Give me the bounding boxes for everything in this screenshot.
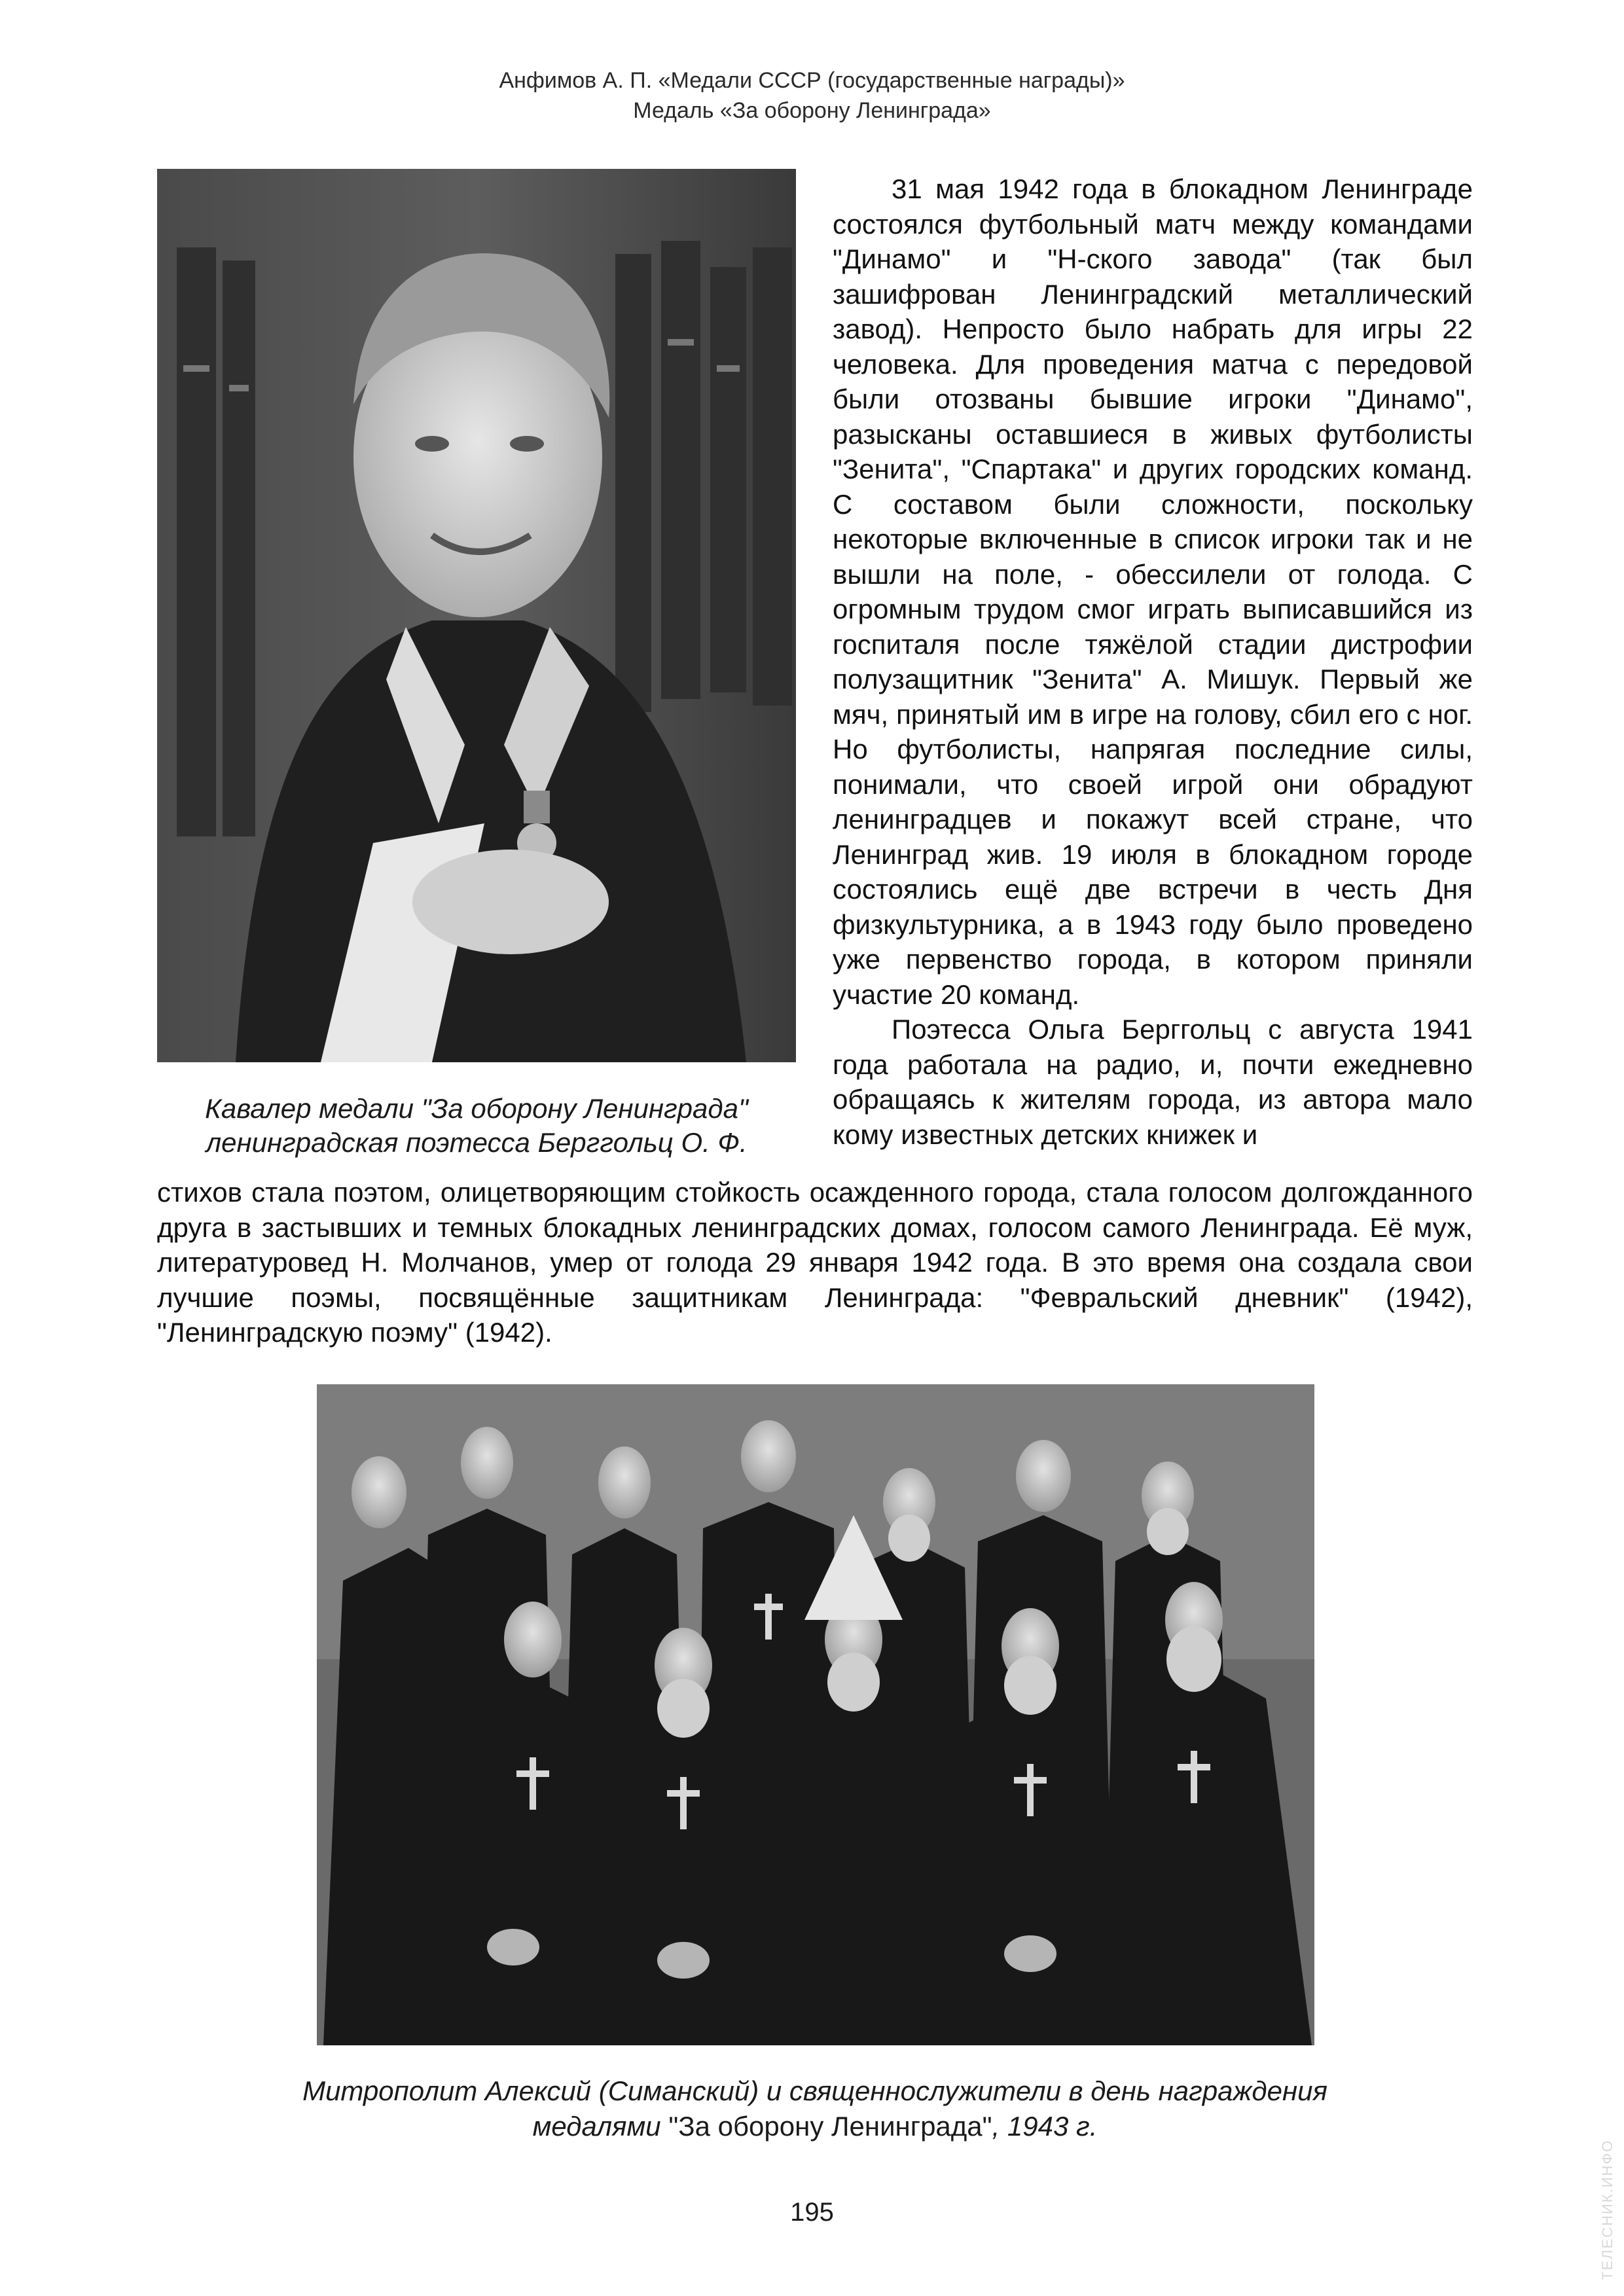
group-photo xyxy=(317,1384,1314,2045)
watermark xyxy=(1597,2139,1616,2283)
group-photo-caption xyxy=(157,2073,1473,2144)
portrait-caption xyxy=(157,1092,796,1160)
header-line-2: Медаль «За оборону Ленинграда» xyxy=(633,98,991,123)
page-number: 195 xyxy=(790,2198,834,2227)
portrait-caption-line-1: Кавалер медали "За оборону Ленинграда" xyxy=(205,1093,748,1124)
portrait-photo-image xyxy=(157,169,796,1062)
portrait-photo xyxy=(157,169,796,1062)
header-line-1: Анфимов А. П. «Медали СССР (государственные награды)» xyxy=(499,68,1125,93)
page-header xyxy=(0,65,1624,126)
group-caption-part-c: , 1943 г. xyxy=(992,2111,1098,2142)
group-photo-image xyxy=(317,1384,1314,2045)
right-column-text xyxy=(833,171,1473,1152)
group-caption-medal-name: "За оборону Ленинграда" xyxy=(668,2111,992,2142)
group-caption-part-a: медалями xyxy=(532,2111,669,2142)
group-caption-line-2 xyxy=(157,2109,1473,2144)
watermark-text: ТЕЛЕСНИК.ИНФО xyxy=(1599,2139,1615,2280)
portrait-caption-line-2: ленинградская поэтесса Берггольц О. Ф. xyxy=(206,1127,748,1158)
paragraph-berggolts-continued: стихов стала поэтом, олицетворяющим стойкость осажденного города, стала голосом долгожданного друга в застывших и темных блокадных ленинградских домах, голосом самого Ленинграда. Её муж, литературовед Н. Молчанов, умер от голода 29 января 1942 года. В это время она создала свои лучшие поэмы, посвящённые защитникам Ленинграда: "Февральский дневник" (1942), "Ленинградскую поэму" (1942). xyxy=(157,1177,1473,1348)
paragraph-football-match: 31 мая 1942 года в блокадном Ленинграде состоялся футбольный матч между командами "Динамо" и "Н-ского завода" (так был зашифрован Ленинградский металлический завод). Непросто было набрать для игры 22 человека. Для проведения матча с передовой были отозваны бывшие игроки "Динамо", разысканы оставшиеся в живых футболисты "Зенита", "Спартака" и других городских команд. С составом были сложности, поскольку некоторые включенные в список игроки так и не вышли на поле, - обессилели от голода. С огромным трудом смог играть выписавшийся из госпиталя после тяжёлой стадии дистрофии полузащитник "Зенита" А. Мишук. Первый же мяч, принятый им в игре на голову, сбил его с ног. Но футболисты, напрягая последние силы, понимали, что своей игрой они обрадуют ленинградцев и покажут всей стране, что Ленинград жив. 19 июля в блокадном городе состоялись ещё две встречи в честь Дня физкультурника, а в 1943 году было проведено уже первенство города, в котором приняли участие 20 команд. xyxy=(833,173,1473,1010)
group-caption-line-1: Митрополит Алексий (Симанский) и священнослужители в день награждения xyxy=(302,2075,1327,2106)
full-width-text xyxy=(157,1175,1473,1350)
paragraph-berggolts-intro: Поэтесса Ольга Берггольц с августа 1941 года работала на радио, и, почти ежедневно обращаясь к жителям города, из автора мало кому известных детских книжек и xyxy=(833,1014,1473,1150)
